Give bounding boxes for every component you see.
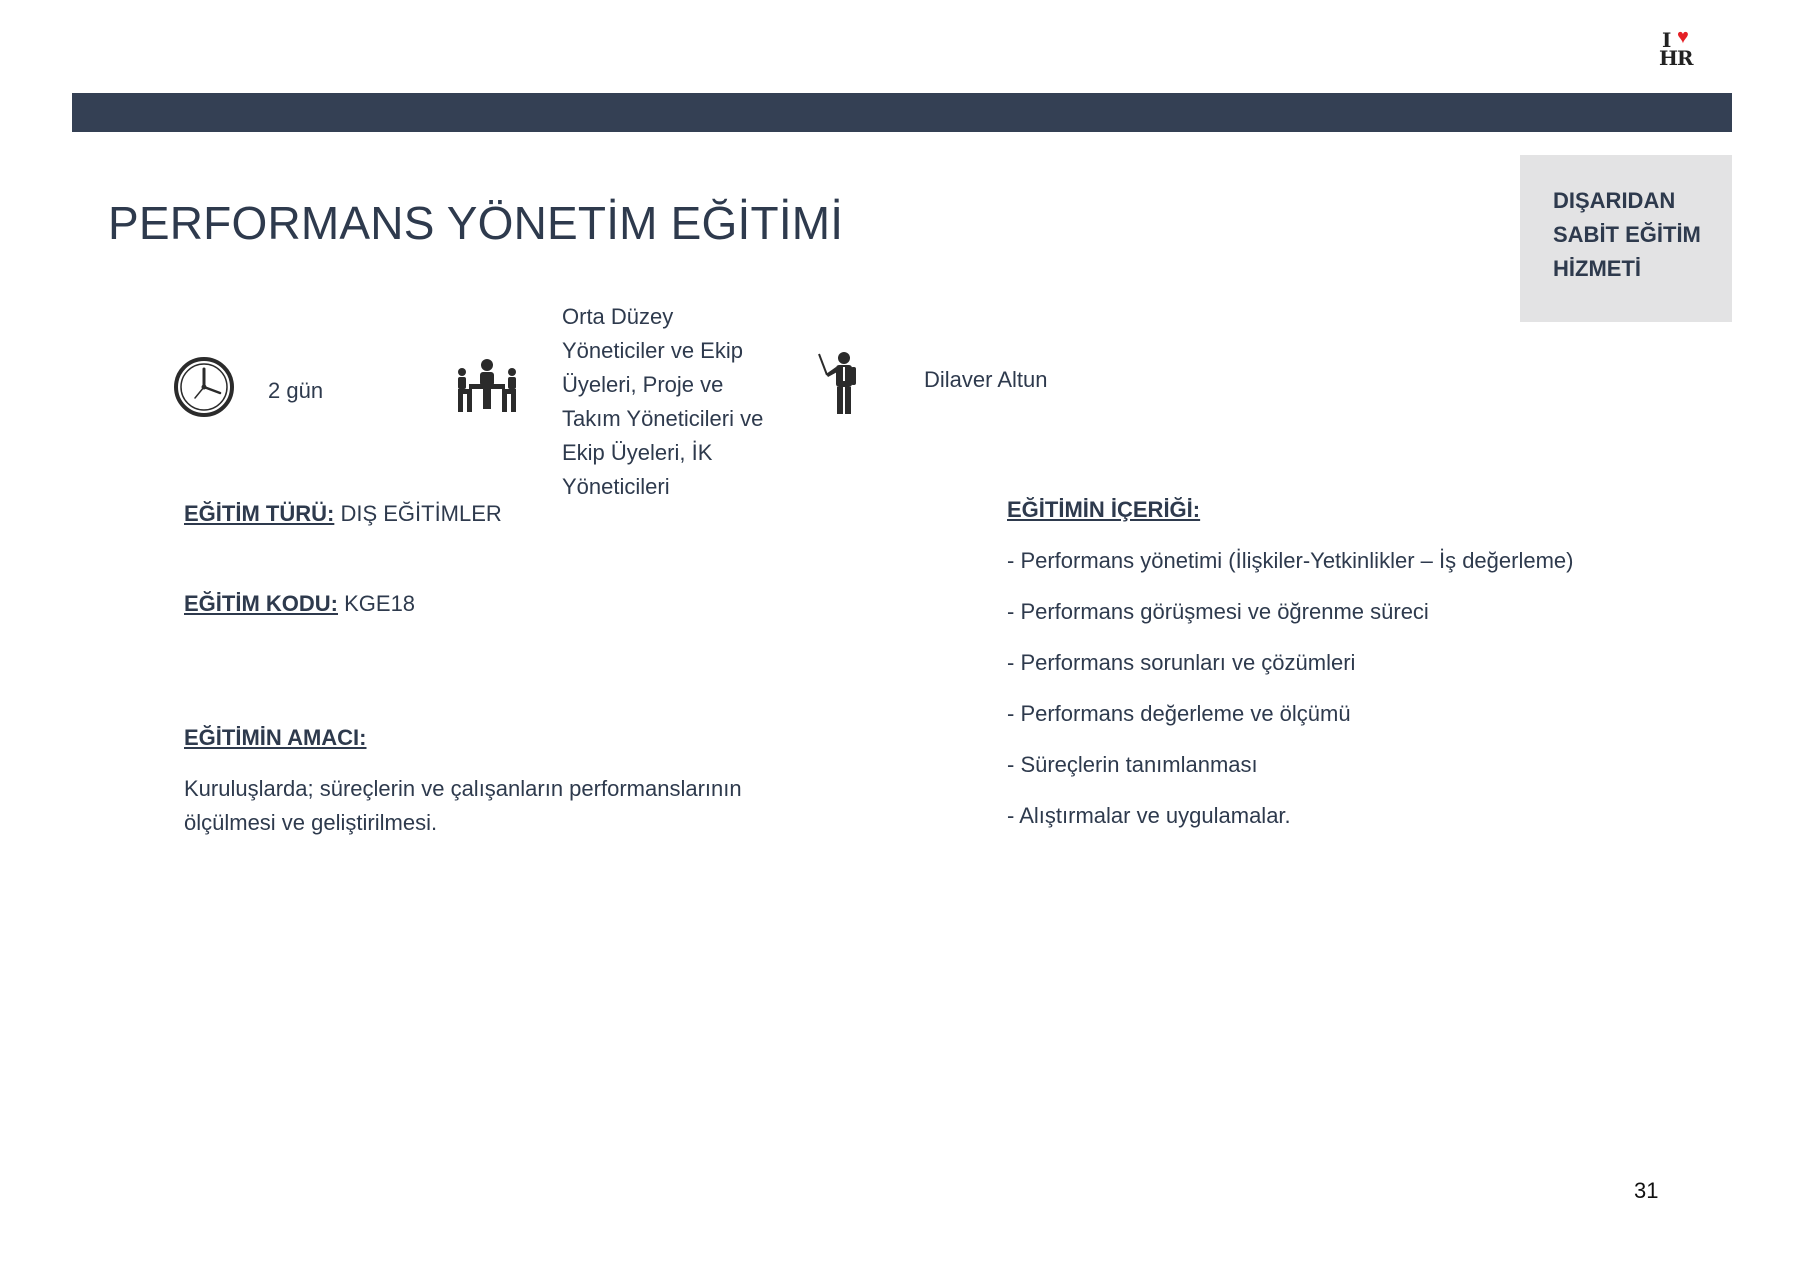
badge-line: DIŞARIDAN [1553, 188, 1676, 213]
logo-letter-i: I [1662, 28, 1672, 52]
page-title: PERFORMANS YÖNETİM EĞİTİMİ [108, 197, 844, 249]
clock-icon [173, 356, 235, 418]
header-banner [72, 93, 1732, 132]
audience-line: Yöneticiler ve Ekip [562, 338, 743, 363]
badge-line: HİZMETİ [1553, 256, 1641, 281]
logo-letters-hr: HR [1659, 46, 1693, 70]
content-heading [1007, 497, 1200, 523]
audience-line: Üyeleri, Proje ve [562, 372, 724, 397]
heart-icon: ♥ [1677, 26, 1689, 48]
training-type [184, 501, 502, 527]
content-label: EĞİTİMİN İÇERİĞİ: [1007, 497, 1201, 522]
trainer-name: Dilaver Altun [924, 367, 1048, 392]
audience-line: Yöneticileri [562, 474, 670, 499]
badge-line: SABİT EĞİTİM [1553, 222, 1701, 247]
page-number: 31 [1634, 1178, 1659, 1203]
target-audience [562, 300, 763, 504]
audience-line: Orta Düzey [562, 304, 674, 329]
training-type-value: DIŞ EĞİTİMLER [334, 501, 502, 526]
content-list-item: - Performans yönetimi (İlişkiler-Yetkinlikler – İş değerleme) [1007, 548, 1574, 573]
audience-line: Ekip Üyeleri, İK [562, 440, 713, 465]
training-code [184, 591, 415, 617]
content-list-item: - Performans görüşmesi ve öğrenme süreci [1007, 599, 1429, 624]
purpose-line: ölçülmesi ve geliştirilmesi. [184, 810, 438, 835]
content-list-item: - Performans sorunları ve çözümleri [1007, 650, 1356, 675]
audience-line: Takım Yöneticileri ve [562, 406, 764, 431]
training-type-label: EĞİTİM TÜRÜ: [184, 501, 335, 526]
meeting-people-icon [455, 356, 519, 420]
content-list-item: - Alıştırmalar ve uygulamalar. [1007, 803, 1291, 828]
presenter-icon [818, 350, 858, 416]
i-love-hr-logo [1650, 28, 1704, 74]
content-list-item: - Süreçlerin tanımlanması [1007, 752, 1258, 777]
training-code-value: KGE18 [338, 591, 416, 616]
duration-value: 2 gün [268, 378, 324, 403]
training-code-label: EĞİTİM KODU: [184, 591, 338, 616]
purpose-line: Kuruluşlarda; süreçlerin ve çalışanların performanslarının [184, 776, 742, 801]
service-type-badge [1520, 155, 1732, 322]
purpose-heading [184, 725, 367, 751]
content-list-item: - Performans değerleme ve ölçümü [1007, 701, 1351, 726]
purpose-label: EĞİTİMİN AMACI: [184, 725, 367, 750]
